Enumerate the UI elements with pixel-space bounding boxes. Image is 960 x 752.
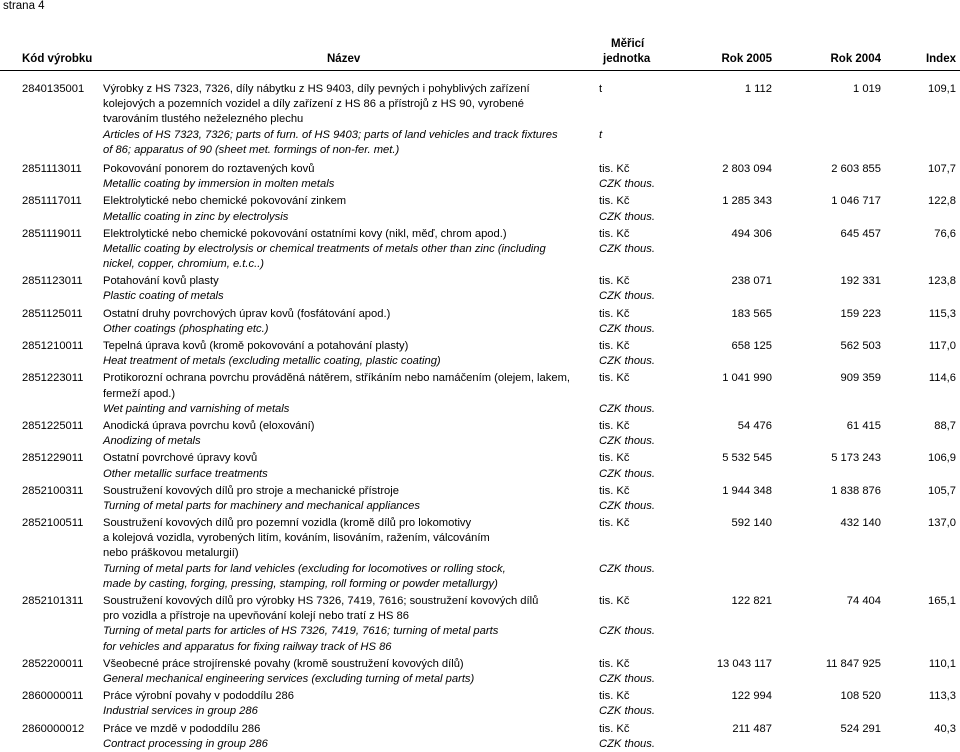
description-line — [0, 97, 960, 112]
value-index: 123,8 — [928, 275, 956, 288]
table-row — [0, 194, 960, 224]
value-2005: 211 487 — [732, 722, 772, 735]
description-cz: Výrobky z HS 7323, 7326, díly nábytku z HS 9403, díly pevných i pohyblivých zařízení — [103, 83, 530, 95]
description-cz: kolejových a pozemních vozidel a díly zařízení z HS 86 a přístrojů z HS 90, vyrobené — [103, 98, 524, 111]
description-line-en — [0, 624, 960, 639]
product-code: 2851223011 — [22, 372, 84, 385]
description-en: Metallic coating in zinc by electrolysis — [103, 210, 289, 223]
table-row — [0, 594, 960, 655]
description-cz: Pokovování ponorem do roztavených kovů — [103, 162, 315, 175]
table-row — [0, 307, 960, 337]
unit-en: CZK thous. — [599, 242, 655, 255]
value-2004: 524 291 — [840, 722, 881, 735]
product-code: 2852100511 — [22, 517, 84, 530]
description-line-en — [0, 434, 960, 449]
value-index: 115,3 — [928, 307, 956, 320]
product-code: 2852100311 — [22, 484, 84, 497]
description-line — [0, 451, 960, 466]
description-line-en — [0, 562, 960, 577]
value-2004: 74 404 — [846, 595, 881, 607]
table-row — [0, 274, 960, 304]
table-row — [0, 689, 960, 719]
unit-en: CZK thous. — [599, 467, 655, 480]
header-unit-line2: jednotka — [603, 53, 651, 65]
description-line-en — [0, 143, 960, 158]
unit-cz: tis. Kč — [599, 484, 630, 497]
table-row — [0, 451, 960, 481]
value-index: 40,3 — [934, 722, 956, 735]
description-line-en — [0, 289, 960, 304]
header-code: Kód výrobku — [22, 53, 93, 65]
description-line — [0, 274, 960, 289]
unit-cz: tis. Kč — [599, 657, 630, 670]
product-code: 2840135001 — [22, 83, 85, 95]
unit-en: CZK thous. — [599, 178, 655, 191]
description-en: Heat treatment of metals (excluding metallic coating, plastic coating) — [103, 355, 441, 368]
product-code: 2851117011 — [22, 195, 82, 208]
description-en: made by casting, forging, pressing, stamping, roll forming or powder metallurgy) — [103, 577, 498, 590]
unit-cz: tis. Kč — [599, 595, 630, 607]
value-index: 117,0 — [928, 340, 956, 352]
description-line-en — [0, 640, 960, 655]
description-cz: fermeží apod.) — [103, 387, 176, 400]
description-en: of 86; apparatus of 90 (sheet met. formings of non-fer. met.) — [103, 143, 400, 156]
header-unit-line1: Měřicí — [611, 38, 645, 50]
description-line — [0, 339, 960, 354]
description-en: Other metallic surface treatments — [103, 467, 268, 480]
description-line-en — [0, 704, 960, 719]
value-2005: 494 306 — [731, 227, 772, 240]
product-code: 2860000011 — [22, 690, 84, 703]
value-index: 114,6 — [928, 372, 956, 385]
description-line — [0, 609, 960, 624]
unit-cz: tis. Kč — [599, 452, 630, 465]
description-cz: pro vozidla a přístroje na upevňování kolejí nebo tratí z HS 86 — [103, 610, 409, 623]
description-line-en — [0, 467, 960, 482]
description-line-en — [0, 737, 960, 752]
description-line — [0, 307, 960, 322]
description-line — [0, 112, 960, 127]
description-en: Turning of metal parts for land vehicles (excluding for locomotives or rolling stock, — [103, 562, 506, 575]
description-en: Metallic coating by immersion in molten metals — [103, 178, 335, 191]
table-row — [0, 371, 960, 417]
description-en: Plastic coating of metals — [103, 290, 224, 303]
product-code: 2852101311 — [22, 595, 84, 607]
value-index: 106,9 — [928, 452, 956, 465]
unit-en: CZK thous. — [599, 705, 655, 718]
unit-en: CZK thous. — [599, 737, 655, 750]
unit-en: CZK thous. — [599, 290, 655, 303]
unit-en: CZK thous. — [599, 402, 655, 415]
value-2005: 238 071 — [731, 275, 772, 288]
value-2005: 54 476 — [737, 419, 772, 432]
description-en: Turning of metal parts for machinery and mechanical appliances — [103, 499, 420, 512]
value-2005: 1 944 348 — [722, 484, 772, 497]
unit-cz: tis. Kč — [599, 227, 630, 240]
table-row — [0, 162, 960, 192]
value-2004: 1 019 — [853, 83, 881, 95]
value-2004: 159 223 — [840, 307, 881, 320]
product-table-body — [0, 80, 960, 752]
description-line — [0, 516, 960, 531]
product-code: 2851123011 — [22, 275, 83, 288]
description-line-en — [0, 322, 960, 337]
product-code: 2851113011 — [22, 162, 82, 175]
description-line-en — [0, 402, 960, 417]
value-2005: 592 140 — [731, 517, 772, 530]
value-2005: 658 125 — [731, 340, 772, 352]
description-cz: Soustružení kovových dílů pro stroje a mechanické přístroje — [103, 484, 399, 497]
value-2004: 2 603 855 — [831, 162, 881, 175]
description-line — [0, 194, 960, 209]
table-row — [0, 657, 960, 687]
product-code: 2852200011 — [22, 657, 84, 670]
product-code: 2860000012 — [22, 722, 85, 735]
unit-en: CZK thous. — [599, 355, 655, 368]
description-cz: nebo práškovou metalurgií) — [103, 547, 239, 560]
value-2005: 5 532 545 — [722, 452, 772, 465]
table-row — [0, 227, 960, 273]
table-row — [0, 516, 960, 592]
description-line-en — [0, 354, 960, 369]
description-cz: Potahování kovů plasty — [103, 275, 219, 288]
value-index: 113,3 — [928, 690, 956, 703]
unit-cz: tis. Kč — [599, 517, 630, 530]
unit-en: CZK thous. — [599, 322, 655, 335]
description-line-en — [0, 128, 960, 143]
description-line — [0, 531, 960, 546]
table-row — [0, 82, 960, 158]
header-name: Název — [327, 53, 361, 65]
value-2004: 61 415 — [846, 419, 881, 432]
description-cz: Elektrolytické nebo chemické pokovování ostatními kovy (nikl, měď, chrom apod.) — [103, 227, 507, 240]
description-line — [0, 484, 960, 499]
unit-en: CZK thous. — [599, 672, 655, 685]
description-line — [0, 594, 960, 609]
value-2005: 13 043 117 — [716, 657, 772, 670]
unit-cz: tis. Kč — [599, 162, 630, 175]
description-cz: Práce ve mzdě v pododdílu 286 — [103, 722, 261, 735]
description-en: General mechanical engineering services (excluding turning of metal parts) — [103, 672, 475, 685]
description-cz: Protikorozní ochrana povrchu prováděná nátěrem, stříkáním nebo namáčením (olejem, lakem, — [103, 372, 570, 385]
description-en: Anodizing of metals — [103, 435, 201, 448]
unit-cz: t — [599, 83, 603, 95]
value-2004: 11 847 925 — [825, 657, 881, 670]
value-2005: 2 803 094 — [722, 162, 772, 175]
description-en: Other coatings (phosphating etc.) — [103, 322, 269, 335]
value-index: 165,1 — [928, 595, 956, 607]
description-en: Articles of HS 7323, 7326; parts of furn. of HS 9403; parts of land vehicles and track fixtures — [103, 128, 558, 141]
value-index: 105,7 — [928, 484, 956, 497]
value-2004: 1 046 717 — [831, 195, 881, 208]
product-code: 2851119011 — [22, 227, 82, 240]
table-row — [0, 419, 960, 449]
unit-en: t — [599, 128, 603, 141]
value-2004: 562 503 — [840, 340, 881, 352]
table-row — [0, 339, 960, 369]
description-line — [0, 82, 960, 97]
description-line — [0, 162, 960, 177]
value-2004: 645 457 — [840, 227, 881, 240]
product-code: 2851210011 — [22, 340, 84, 352]
description-cz: Tepelná úprava kovů (kromě pokovování a potahování plasty) — [103, 340, 409, 352]
product-code: 2851229011 — [22, 452, 84, 465]
description-cz: Soustružení kovových dílů pro pozemní vozidla (kromě dílů pro lokomotivy — [103, 517, 472, 530]
unit-cz: tis. Kč — [599, 372, 630, 385]
description-cz: Práce výrobní povahy v pododdílu 286 — [103, 690, 294, 703]
header-divider — [0, 70, 960, 71]
value-2005: 1 112 — [744, 83, 772, 95]
description-cz: Elektrolytické nebo chemické pokovování zinkem — [103, 195, 347, 208]
description-cz: Soustružení kovových dílů pro výrobky HS 7326, 7419, 7616; soustružení kovových dílů — [103, 595, 539, 607]
unit-cz: tis. Kč — [599, 722, 630, 735]
header-year-2004: Rok 2004 — [830, 53, 881, 65]
description-cz: Všeobecné práce strojírenské povahy (kromě soustružení kovových dílů) — [103, 657, 464, 670]
description-line-en — [0, 210, 960, 225]
table-row — [0, 722, 960, 752]
value-2005: 1 041 990 — [722, 372, 772, 385]
description-line-en — [0, 577, 960, 592]
value-2004: 909 359 — [840, 372, 881, 385]
value-2004: 432 140 — [840, 517, 881, 530]
table-row — [0, 484, 960, 514]
unit-cz: tis. Kč — [599, 195, 630, 208]
description-line-en — [0, 177, 960, 192]
description-en: nickel, copper, chromium, e.t.c..) — [103, 258, 265, 271]
description-en: Contract processing in group 286 — [103, 737, 268, 750]
value-index: 110,1 — [928, 657, 956, 670]
value-2005: 183 565 — [731, 307, 772, 320]
description-line — [0, 387, 960, 402]
description-cz: tvarováním tlustého neželezného plechu — [103, 113, 304, 126]
description-cz: Ostatní druhy povrchových úprav kovů (fosfátování apod.) — [103, 307, 391, 320]
value-2004: 192 331 — [840, 275, 881, 288]
unit-en: CZK thous. — [599, 435, 655, 448]
description-line — [0, 419, 960, 434]
description-line — [0, 722, 960, 737]
description-line — [0, 371, 960, 386]
unit-en: CZK thous. — [599, 499, 655, 512]
value-index: 76,6 — [934, 227, 956, 240]
unit-en: CZK thous. — [599, 210, 655, 223]
description-line — [0, 657, 960, 672]
description-en: Metallic coating by electrolysis or chemical treatments of metals other than zinc (including — [103, 242, 546, 255]
unit-en: CZK thous. — [599, 625, 655, 638]
description-en: Wet painting and varnishing of metals — [103, 402, 290, 415]
unit-cz: tis. Kč — [599, 419, 630, 432]
description-cz: Ostatní povrchové úpravy kovů — [103, 452, 258, 465]
value-2004: 5 173 243 — [831, 452, 881, 465]
value-index: 107,7 — [928, 162, 956, 175]
description-line — [0, 546, 960, 561]
value-2005: 122 994 — [731, 690, 772, 703]
value-index: 137,0 — [928, 517, 956, 530]
description-line — [0, 227, 960, 242]
value-2005: 122 821 — [731, 595, 772, 607]
unit-cz: tis. Kč — [599, 690, 630, 703]
description-en: Industrial services in group 286 — [103, 705, 258, 718]
value-2004: 108 520 — [840, 690, 881, 703]
unit-cz: tis. Kč — [599, 307, 630, 320]
description-line — [0, 689, 960, 704]
description-cz: Anodická úprava povrchu kovů (eloxování) — [103, 419, 315, 432]
value-index: 88,7 — [934, 419, 956, 432]
description-line-en — [0, 672, 960, 687]
value-2005: 1 285 343 — [722, 195, 772, 208]
description-line-en — [0, 257, 960, 272]
product-code: 2851225011 — [22, 419, 84, 432]
value-2004: 1 838 876 — [831, 484, 881, 497]
header-index: Index — [925, 53, 956, 65]
unit-en: CZK thous. — [599, 562, 655, 575]
description-en: for vehicles and apparatus for fixing railway track of HS 86 — [103, 640, 392, 653]
unit-cz: tis. Kč — [599, 340, 630, 352]
value-index: 122,8 — [928, 195, 956, 208]
description-line-en — [0, 499, 960, 514]
page-label: strana 4 — [3, 0, 45, 12]
value-index: 109,1 — [928, 83, 956, 95]
product-code: 2851125011 — [22, 307, 83, 320]
description-en: Turning of metal parts for articles of HS 7326, 7419, 7616; turning of metal parts — [103, 625, 499, 638]
description-line-en — [0, 242, 960, 257]
unit-cz: tis. Kč — [599, 275, 630, 288]
description-cz: a kolejová vozidla, vyrobených litím, kováním, lisováním, ražením, válcováním — [103, 532, 490, 545]
header-year-2005: Rok 2005 — [721, 53, 772, 65]
